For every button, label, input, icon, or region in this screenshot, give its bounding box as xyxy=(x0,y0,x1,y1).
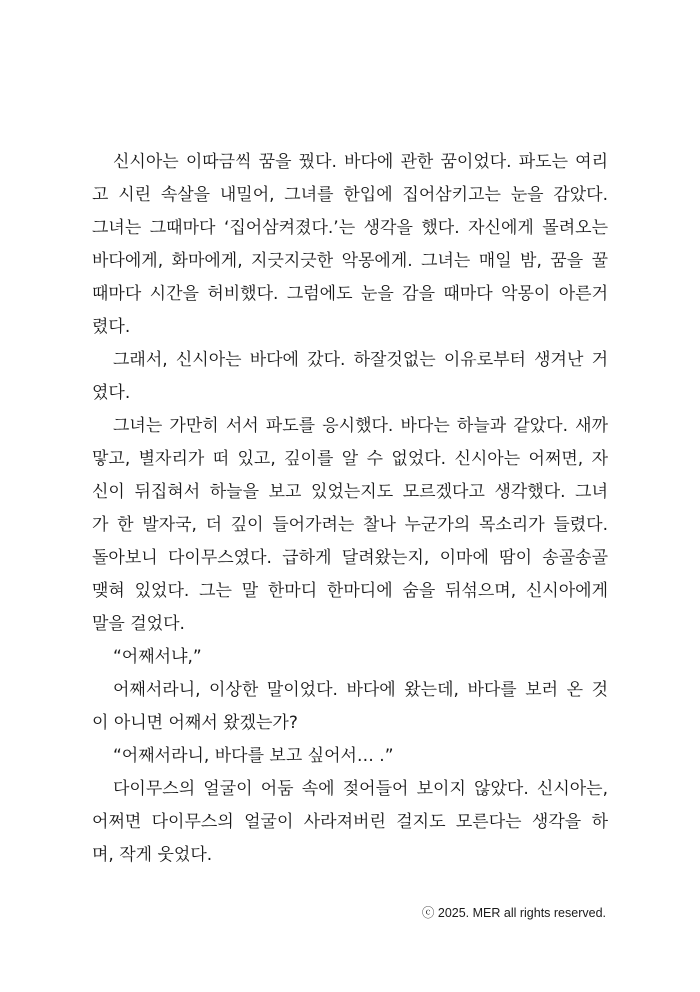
text-line: 신이 뒤집혀서 하늘을 보고 있었는지도 모르겠다고 생각했다. 그녀 xyxy=(92,482,608,502)
text-line: 말을 걸었다. xyxy=(92,614,185,634)
text-line: 그래서, 신시아는 바다에 갔다. 하잘것없는 이유로부터 생겨난 거 xyxy=(113,350,608,370)
text-line: “어째서라니, 바다를 보고 싶어서… .” xyxy=(113,746,394,766)
story-text xyxy=(92,146,608,872)
text-line: 때마다 시간을 허비했다. 그럼에도 눈을 감을 때마다 악몽이 아른거 xyxy=(92,284,608,304)
text-line: 가 한 발자국, 더 깊이 들어가려는 찰나 누군가의 목소리가 들렸다. xyxy=(92,515,608,535)
text-line: 그녀는 그때마다 ‘집어삼켜졌다.’는 생각을 했다. 자신에게 몰려오는 xyxy=(92,218,608,238)
text-line: 바다에게, 화마에게, 지긋지긋한 악몽에게. 그녀는 매일 밤, 꿈을 꿀 xyxy=(92,251,608,271)
text-line: 맣고, 별자리가 떠 있고, 깊이를 알 수 없었다. 신시아는 어쩌면, 자 xyxy=(92,449,608,469)
text-line: 였다. xyxy=(92,383,131,403)
text-line: 그녀는 가만히 서서 파도를 응시했다. 바다는 하늘과 같았다. 새까 xyxy=(113,416,608,436)
text-line: 다이무스의 얼굴이 어둠 속에 젖어들어 보이지 않았다. 신시아는, xyxy=(113,779,608,799)
text-line: 맺혀 있었다. 그는 말 한마디 한마디에 숨을 뒤섞으며, 신시아에게 xyxy=(92,581,608,601)
text-line: 돌아보니 다이무스였다. 급하게 달려왔는지, 이마에 땀이 송골송골 xyxy=(92,548,608,568)
text-line: 렸다. xyxy=(92,317,131,337)
text-line: 이 아니면 어째서 왔겠는가? xyxy=(92,713,298,733)
text-line: 신시아는 이따금씩 꿈을 꿨다. 바다에 관한 꿈이었다. 파도는 여리 xyxy=(113,152,608,172)
text-line: 어쩌면 다이무스의 얼굴이 사라져버린 걸지도 모른다는 생각을 하 xyxy=(92,812,608,832)
copyright-footer: ⓒ 2025. MER all rights reserved. xyxy=(421,906,606,920)
text-line: 어째서라니, 이상한 말이었다. 바다에 왔는데, 바다를 보러 온 것 xyxy=(113,680,608,700)
text-line: “어째서냐,” xyxy=(113,647,202,667)
text-line: 며, 작게 웃었다. xyxy=(92,845,213,865)
text-line: 고 시린 속살을 내밀어, 그녀를 한입에 집어삼키고는 눈을 감았다. xyxy=(92,185,608,205)
